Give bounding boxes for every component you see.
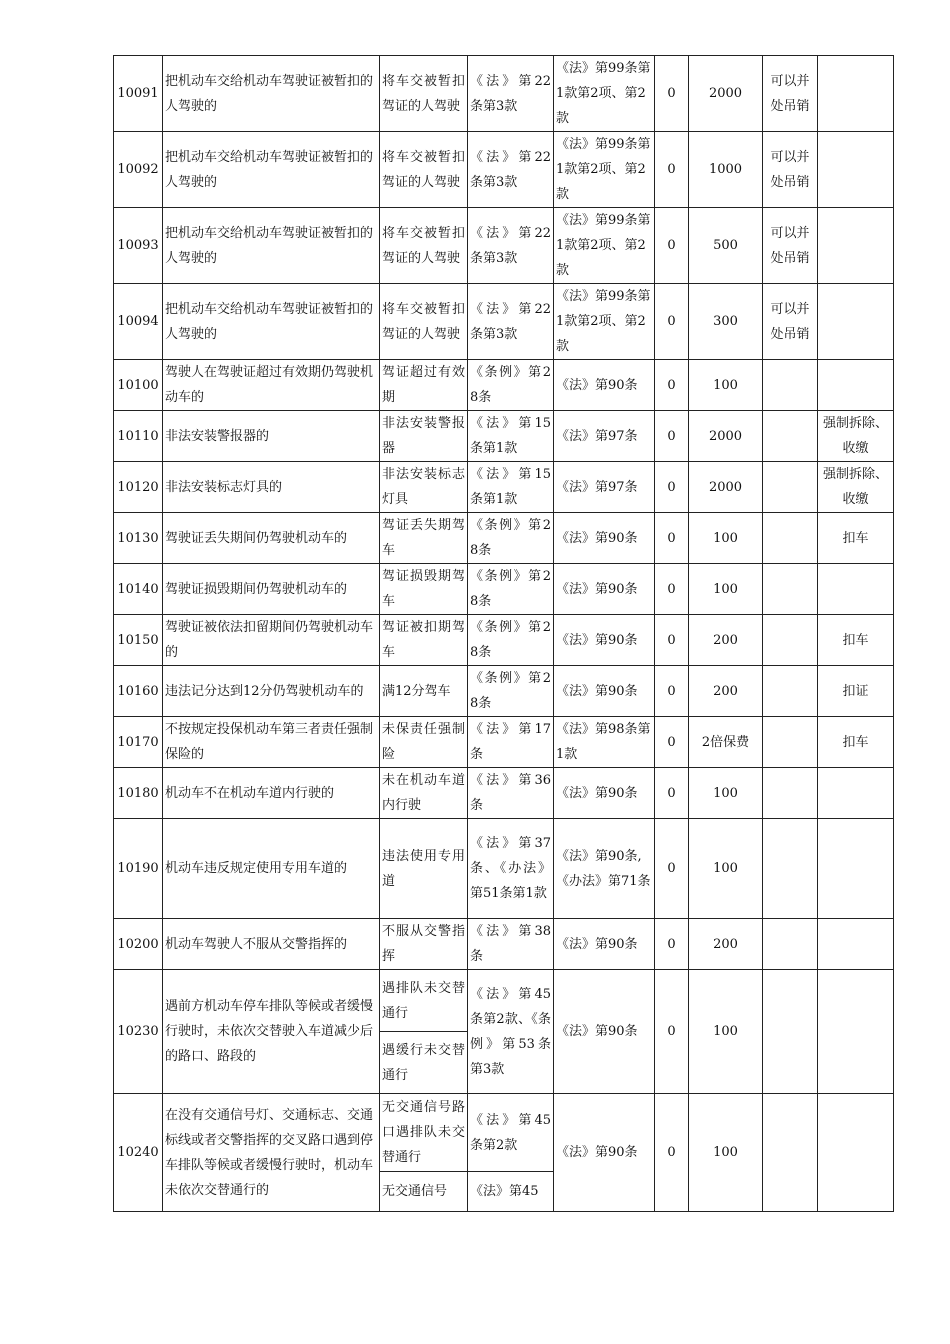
penalty-basis: 《法》第99条第1款第2项、第2款 xyxy=(554,132,655,208)
additional-penalty xyxy=(763,919,818,970)
table-row xyxy=(114,513,894,564)
penalty-points: 0 xyxy=(655,666,689,717)
violation-legal-basis: 《条例》第28条 xyxy=(468,564,554,615)
violation-short-name: 非法安装警报器 xyxy=(380,411,468,462)
violation-legal-basis: 《法》第22条第3款 xyxy=(468,132,554,208)
penalty-points: 0 xyxy=(655,717,689,768)
table-row xyxy=(114,284,894,360)
violation-legal-basis: 《条例》第28条 xyxy=(468,615,554,666)
penalty-points: 0 xyxy=(655,360,689,411)
violation-code: 10100 xyxy=(114,360,163,411)
penalty-points: 0 xyxy=(655,132,689,208)
enforcement-measure: 强制拆除、收缴 xyxy=(818,462,894,513)
violation-code: 10140 xyxy=(114,564,163,615)
penalty-basis: 《法》第90条,《办法》第71条 xyxy=(554,819,655,919)
fine-amount: 100 xyxy=(689,768,763,819)
violation-code: 10200 xyxy=(114,919,163,970)
penalty-points: 0 xyxy=(655,970,689,1094)
additional-penalty: 可以并处吊销 xyxy=(763,132,818,208)
penalty-points: 0 xyxy=(655,462,689,513)
violation-description: 驾驶人在驾驶证超过有效期仍驾驶机动车的 xyxy=(163,360,380,411)
violation-code: 10150 xyxy=(114,615,163,666)
penalty-points: 0 xyxy=(655,1094,689,1212)
penalty-basis: 《法》第90条 xyxy=(554,360,655,411)
table-row xyxy=(114,666,894,717)
penalty-basis: 《法》第90条 xyxy=(554,1094,655,1212)
additional-penalty xyxy=(763,970,818,1094)
penalty-basis: 《法》第90条 xyxy=(554,615,655,666)
violation-code: 10230 xyxy=(114,970,163,1094)
additional-penalty xyxy=(763,411,818,462)
penalty-points: 0 xyxy=(655,411,689,462)
table-row xyxy=(114,717,894,768)
penalty-basis: 《法》第99条第1款第2项、第2款 xyxy=(554,208,655,284)
violation-short-name: 违法使用专用道 xyxy=(380,819,468,919)
violation-short-name: 非法安装标志灯具 xyxy=(380,462,468,513)
violation-legal-basis: 《法》第45 xyxy=(468,1172,554,1212)
violation-code: 10094 xyxy=(114,284,163,360)
violation-table xyxy=(113,55,894,1212)
penalty-basis: 《法》第90条 xyxy=(554,768,655,819)
fine-amount: 100 xyxy=(689,970,763,1094)
penalty-points: 0 xyxy=(655,284,689,360)
additional-penalty xyxy=(763,819,818,919)
violation-code: 10120 xyxy=(114,462,163,513)
penalty-basis: 《法》第90条 xyxy=(554,919,655,970)
violation-short-name: 驾证超过有效期 xyxy=(380,360,468,411)
fine-amount: 200 xyxy=(689,666,763,717)
fine-amount: 500 xyxy=(689,208,763,284)
penalty-points: 0 xyxy=(655,208,689,284)
additional-penalty xyxy=(763,666,818,717)
enforcement-measure: 扣车 xyxy=(818,615,894,666)
penalty-points: 0 xyxy=(655,513,689,564)
violation-legal-basis: 《条例》第28条 xyxy=(468,513,554,564)
violation-code: 10091 xyxy=(114,56,163,132)
violation-short-name: 驾证丢失期驾车 xyxy=(380,513,468,564)
fine-amount: 100 xyxy=(689,819,763,919)
penalty-basis: 《法》第98条第1款 xyxy=(554,717,655,768)
violation-legal-basis: 《法》第22条第3款 xyxy=(468,56,554,132)
penalty-points: 0 xyxy=(655,768,689,819)
fine-amount: 300 xyxy=(689,284,763,360)
enforcement-measure: 扣证 xyxy=(818,666,894,717)
violation-description: 把机动车交给机动车驾驶证被暂扣的人驾驶的 xyxy=(163,284,380,360)
violation-description: 驾驶证损毁期间仍驾驶机动车的 xyxy=(163,564,380,615)
penalty-points: 0 xyxy=(655,56,689,132)
violation-description: 违法记分达到12分仍驾驶机动车的 xyxy=(163,666,380,717)
fine-amount: 2000 xyxy=(689,462,763,513)
table-row xyxy=(114,360,894,411)
violation-code: 10093 xyxy=(114,208,163,284)
penalty-points: 0 xyxy=(655,615,689,666)
violation-code: 10240 xyxy=(114,1094,163,1212)
violation-short-name: 将车交被暂扣驾证的人驾驶 xyxy=(380,56,468,132)
additional-penalty xyxy=(763,768,818,819)
penalty-basis: 《法》第97条 xyxy=(554,462,655,513)
violation-code: 10110 xyxy=(114,411,163,462)
violation-code: 10180 xyxy=(114,768,163,819)
violation-table-body xyxy=(114,56,894,1212)
violation-short-name: 将车交被暂扣驾证的人驾驶 xyxy=(380,208,468,284)
violation-legal-basis: 《法》第38条 xyxy=(468,919,554,970)
violation-description: 驾驶证被依法扣留期间仍驾驶机动车的 xyxy=(163,615,380,666)
enforcement-measure: 扣车 xyxy=(818,717,894,768)
enforcement-measure xyxy=(818,919,894,970)
violation-legal-basis: 《法》第15条第1款 xyxy=(468,411,554,462)
enforcement-measure xyxy=(818,360,894,411)
violation-legal-basis: 《法》第45条第2款、《条例》第53条第3款 xyxy=(468,970,554,1094)
fine-amount: 2000 xyxy=(689,56,763,132)
fine-amount: 100 xyxy=(689,360,763,411)
penalty-points: 0 xyxy=(655,819,689,919)
additional-penalty: 可以并处吊销 xyxy=(763,284,818,360)
enforcement-measure xyxy=(818,1094,894,1212)
penalty-basis: 《法》第99条第1款第2项、第2款 xyxy=(554,56,655,132)
additional-penalty xyxy=(763,615,818,666)
table-row xyxy=(114,615,894,666)
violation-legal-basis: 《法》第22条第3款 xyxy=(468,284,554,360)
violation-legal-basis: 《条例》第28条 xyxy=(468,360,554,411)
table-row xyxy=(114,208,894,284)
table-row xyxy=(114,768,894,819)
additional-penalty: 可以并处吊销 xyxy=(763,208,818,284)
additional-penalty xyxy=(763,462,818,513)
enforcement-measure: 强制拆除、收缴 xyxy=(818,411,894,462)
additional-penalty xyxy=(763,1094,818,1212)
violation-code: 10130 xyxy=(114,513,163,564)
penalty-basis: 《法》第97条 xyxy=(554,411,655,462)
violation-description: 非法安装警报器的 xyxy=(163,411,380,462)
penalty-basis: 《法》第90条 xyxy=(554,564,655,615)
table-row xyxy=(114,56,894,132)
penalty-points: 0 xyxy=(655,919,689,970)
fine-amount: 2倍保费 xyxy=(689,717,763,768)
fine-amount: 100 xyxy=(689,513,763,564)
additional-penalty xyxy=(763,513,818,564)
penalty-basis: 《法》第99条第1款第2项、第2款 xyxy=(554,284,655,360)
table-row xyxy=(114,1094,894,1172)
table-row xyxy=(114,819,894,919)
penalty-basis: 《法》第90条 xyxy=(554,666,655,717)
enforcement-measure xyxy=(818,564,894,615)
violation-description: 遇前方机动车停车排队等候或者缓慢行驶时，未依次交替驶入车道减少后的路口、路段的 xyxy=(163,970,380,1094)
violation-description: 机动车不在机动车道内行驶的 xyxy=(163,768,380,819)
additional-penalty xyxy=(763,360,818,411)
violation-code: 10160 xyxy=(114,666,163,717)
violation-description: 驾驶证丢失期间仍驾驶机动车的 xyxy=(163,513,380,564)
enforcement-measure: 扣车 xyxy=(818,513,894,564)
violation-description: 非法安装标志灯具的 xyxy=(163,462,380,513)
additional-penalty: 可以并处吊销 xyxy=(763,56,818,132)
fine-amount: 2000 xyxy=(689,411,763,462)
table-row xyxy=(114,564,894,615)
fine-amount: 200 xyxy=(689,919,763,970)
violation-short-name: 满12分驾车 xyxy=(380,666,468,717)
penalty-points: 0 xyxy=(655,564,689,615)
enforcement-measure xyxy=(818,132,894,208)
fine-amount: 1000 xyxy=(689,132,763,208)
violation-short-name: 驾证被扣期驾车 xyxy=(380,615,468,666)
violation-code: 10092 xyxy=(114,132,163,208)
violation-description: 不按规定投保机动车第三者责任强制保险的 xyxy=(163,717,380,768)
violation-short-name: 遇排队未交替通行 xyxy=(380,970,468,1032)
violation-legal-basis: 《法》第45条第2款 xyxy=(468,1094,554,1172)
table-row xyxy=(114,970,894,1032)
violation-legal-basis: 《法》第17条 xyxy=(468,717,554,768)
violation-legal-basis: 《条例》第28条 xyxy=(468,666,554,717)
violation-short-name: 将车交被暂扣驾证的人驾驶 xyxy=(380,284,468,360)
violation-code: 10170 xyxy=(114,717,163,768)
enforcement-measure xyxy=(818,284,894,360)
enforcement-measure xyxy=(818,970,894,1094)
table-row xyxy=(114,919,894,970)
violation-description: 把机动车交给机动车驾驶证被暂扣的人驾驶的 xyxy=(163,208,380,284)
table-row xyxy=(114,462,894,513)
additional-penalty xyxy=(763,717,818,768)
fine-amount: 100 xyxy=(689,564,763,615)
violation-description: 机动车违反规定使用专用车道的 xyxy=(163,819,380,919)
violation-legal-basis: 《法》第22条第3款 xyxy=(468,208,554,284)
table-row xyxy=(114,411,894,462)
table-row xyxy=(114,132,894,208)
violation-description: 把机动车交给机动车驾驶证被暂扣的人驾驶的 xyxy=(163,56,380,132)
violation-legal-basis: 《法》第15条第1款 xyxy=(468,462,554,513)
enforcement-measure xyxy=(818,56,894,132)
enforcement-measure xyxy=(818,819,894,919)
violation-short-name: 遇缓行未交替通行 xyxy=(380,1032,468,1094)
violation-code: 10190 xyxy=(114,819,163,919)
violation-description: 把机动车交给机动车驾驶证被暂扣的人驾驶的 xyxy=(163,132,380,208)
penalty-basis: 《法》第90条 xyxy=(554,970,655,1094)
violation-short-name: 无交通信号路口遇排队未交替通行 xyxy=(380,1094,468,1172)
violation-description: 在没有交通信号灯、交通标志、交通标线或者交警指挥的交叉路口遇到停车排队等候或者缓慢行驶时，机动车未依次交替通行的 xyxy=(163,1094,380,1212)
violation-short-name: 未在机动车道内行驶 xyxy=(380,768,468,819)
penalty-basis: 《法》第90条 xyxy=(554,513,655,564)
violation-short-name: 驾证损毁期驾车 xyxy=(380,564,468,615)
additional-penalty xyxy=(763,564,818,615)
enforcement-measure xyxy=(818,768,894,819)
fine-amount: 100 xyxy=(689,1094,763,1212)
violation-description: 机动车驾驶人不服从交警指挥的 xyxy=(163,919,380,970)
violation-legal-basis: 《法》第36条 xyxy=(468,768,554,819)
violation-short-name: 未保责任强制险 xyxy=(380,717,468,768)
violation-short-name: 不服从交警指挥 xyxy=(380,919,468,970)
enforcement-measure xyxy=(818,208,894,284)
violation-legal-basis: 《法》第37条、《办法》第51条第1款 xyxy=(468,819,554,919)
violation-short-name: 将车交被暂扣驾证的人驾驶 xyxy=(380,132,468,208)
fine-amount: 200 xyxy=(689,615,763,666)
violation-short-name: 无交通信号 xyxy=(380,1172,468,1212)
